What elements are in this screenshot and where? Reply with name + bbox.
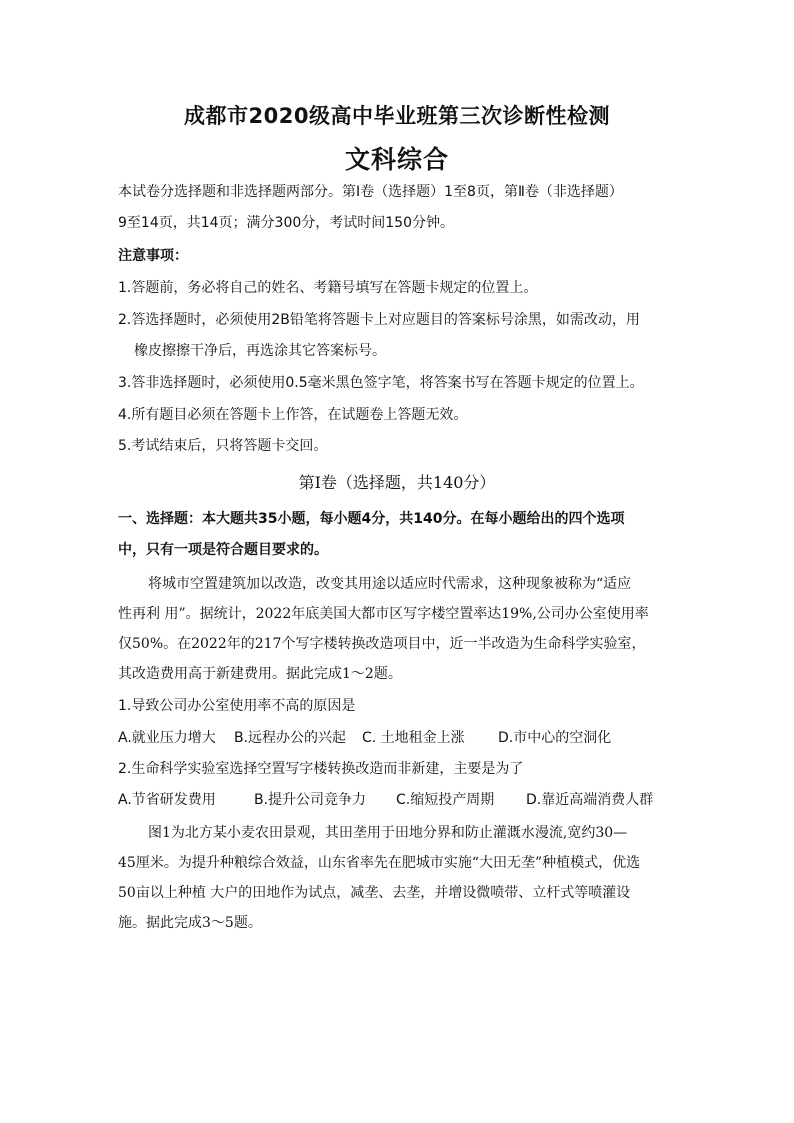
passage1-line-3: 仅50%。在2022年的217个写字楼转换改造项目中，近一半改造为生命科学实验室， (118, 636, 646, 652)
exam-title: 成都市2020级高中毕业班第三次诊断性检测 (184, 104, 610, 128)
question-1-option-d: D.市中心的空洞化 (498, 730, 612, 746)
question-2-option-b: B.提升公司竞争力 (254, 792, 367, 808)
notes-heading: 注意事项： (118, 248, 188, 264)
note-item-5: 5.考试结束后，只将答题卡交回。 (118, 438, 328, 454)
passage1-line-2: 性再利 用”。据统计，2022年底美国大都市区写字楼空置率达19%,公司办公室使用率 (118, 606, 649, 622)
passage2-line-1: 图1为北方某小麦农田景观，其田垄用于田地分界和防止灌溉水漫流,宽约30— (148, 825, 628, 841)
question-1-option-c: C. 土地租金上涨 (362, 730, 465, 746)
passage2-line-2: 45厘米。为提升种粮综合效益，山东省率先在肥城市实施“大田无垄”种植模式，优选 (118, 855, 641, 871)
question-1-option-a: A.就业压力增大 (118, 730, 216, 746)
question-2-option-a: A.节省研发费用 (118, 792, 216, 808)
note-item-2: 2.答选择题时，必须使用2B铅笔将答题卡上对应题目的答案标号涂黑，如需改动，用 (118, 312, 640, 328)
question-2-option-c: C.缩短投产周期 (396, 792, 495, 808)
question-2-option-d: D.靠近高端消费人群 (526, 792, 654, 808)
passage1-line-1: 将城市空置建筑加以改造，改变其用途以适应时代需求，这种现象被称为“适应 (148, 576, 632, 592)
intro-line-1: 本试卷分选择题和非选择题两部分。第Ⅰ卷（选择题）1至8页，第Ⅱ卷（非选择题） (118, 184, 623, 200)
section-instruction-2: 中，只有一项是符合题目要求的。 (118, 542, 328, 558)
passage2-line-4: 施。据此完成3～5题。 (118, 915, 262, 931)
note-item-2-cont: 橡皮擦擦干净后，再选涂其它答案标号。 (134, 343, 386, 359)
question-2-stem: 2.生命科学实验室选择空置写字楼转换改造而非新建，主要是为了 (118, 761, 524, 777)
passage1-line-4: 其改造费用高于新建费用。据此完成1～2题。 (118, 666, 402, 682)
section-heading: 第Ⅰ卷（选择题，共140分） (298, 473, 496, 492)
note-item-3: 3.答非选择题时，必须使用0.5毫米黑色签字笔，将答案书写在答题卡规定的位置上。 (118, 375, 644, 391)
question-1-option-b: B.远程办公的兴起 (234, 730, 347, 746)
section-instruction-1: 一、选择题：本大题共35小题，每小题4分，共140分。在每小题给出的四个选项 (118, 511, 625, 527)
passage2-line-3: 50亩以上种植 大户的田地作为试点，减垄、去垄，并增设微喷带、立杆式等喷灌设 (118, 885, 631, 901)
exam-subject: 文科综合 (344, 145, 449, 174)
question-1-stem: 1.导致公司办公室使用率不高的原因是 (118, 698, 356, 714)
note-item-4: 4.所有题目必须在答题卡上作答，在试题卷上答题无效。 (118, 407, 468, 423)
intro-line-2: 9至14页，共14页；满分300分，考试时间150分钟。 (118, 215, 454, 231)
note-item-1: 1.答题前，务必将自己的姓名、考籍号填写在答题卡规定的位置上。 (118, 280, 538, 296)
